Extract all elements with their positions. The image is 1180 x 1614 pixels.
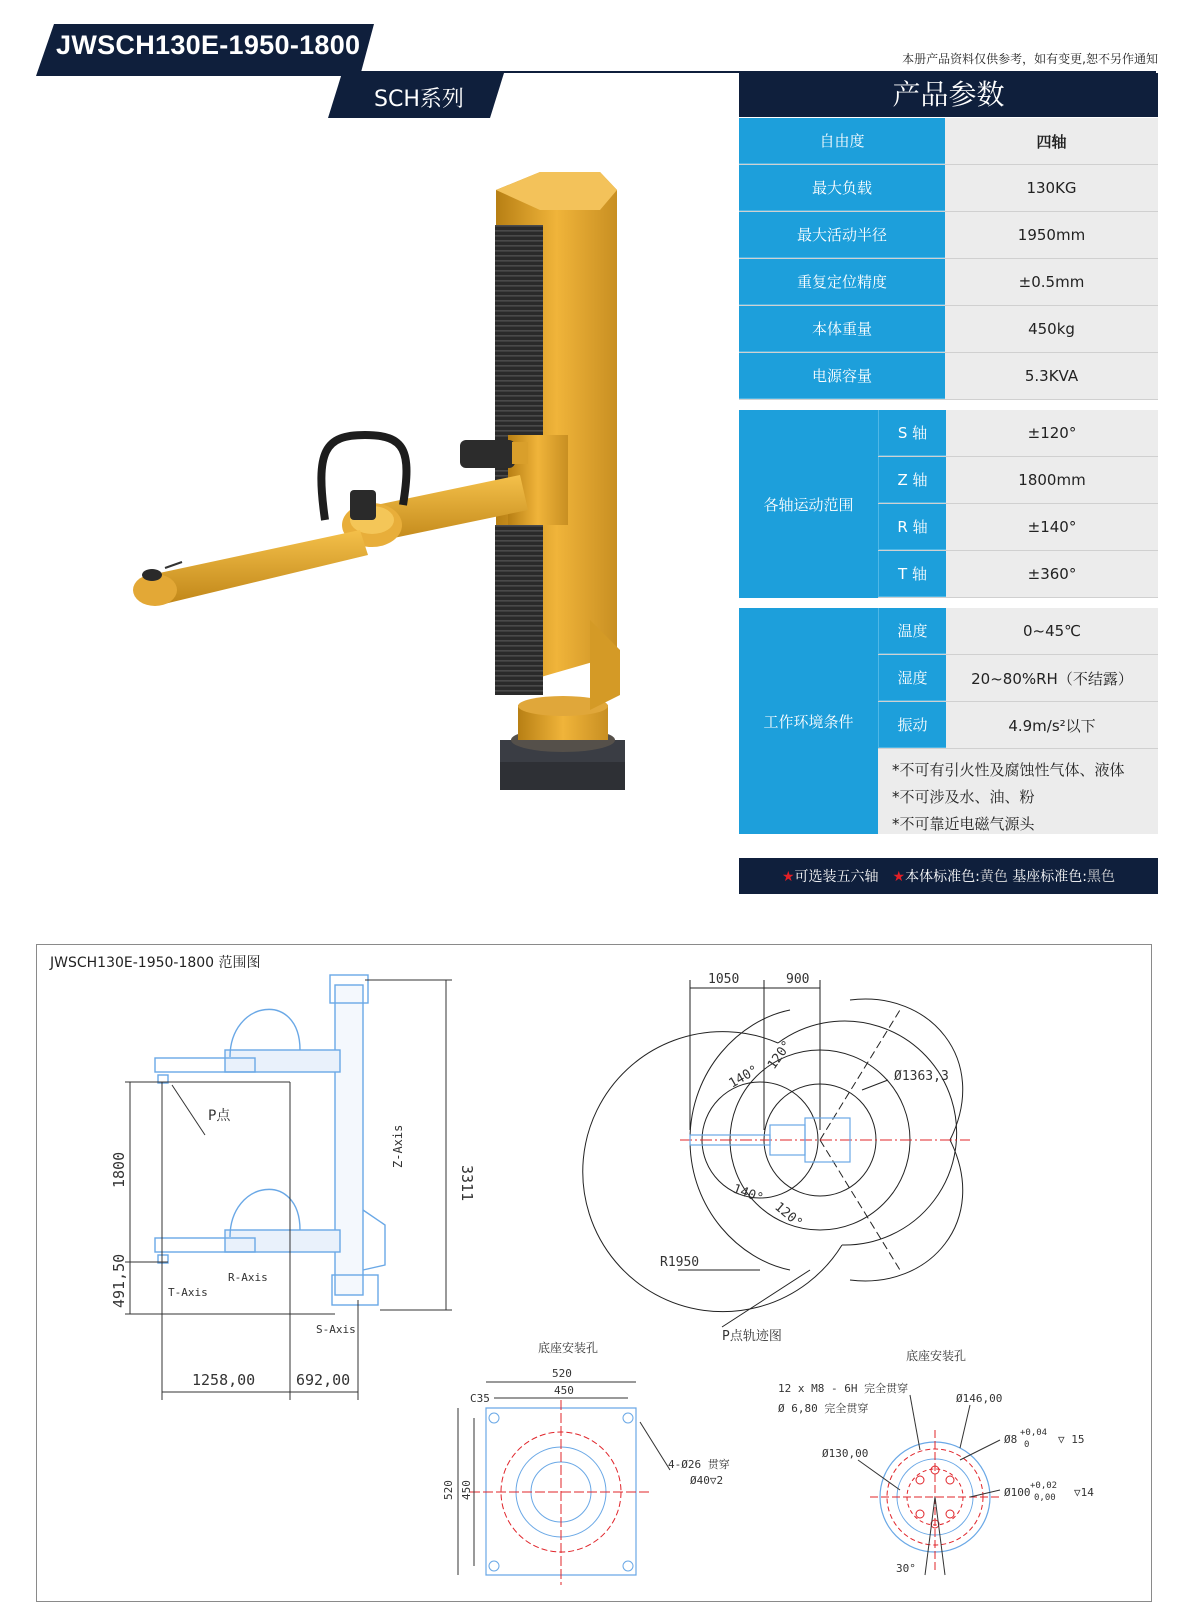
- param-value: 450kg: [945, 306, 1158, 352]
- base2-d100-depth: ▽14: [1074, 1486, 1094, 1499]
- param-label: 电源容量: [739, 353, 945, 399]
- star-icon: ★: [781, 869, 795, 885]
- body-color-value: 黄色: [979, 869, 1008, 885]
- base1-dim-450-v: 450: [460, 1480, 473, 1500]
- env-key: 振动: [878, 702, 946, 748]
- disclaimer: 本册产品资料仅供参考，如有变更,恕不另作通知: [902, 52, 1158, 66]
- dim-491: 491,50: [110, 1253, 128, 1308]
- param-value: ±0.5mm: [945, 259, 1158, 305]
- param-label: 重复定位精度: [739, 259, 945, 305]
- param-value: 1950mm: [945, 212, 1158, 258]
- param-value: 130KG: [945, 165, 1158, 211]
- param-value: 四轴: [945, 118, 1158, 164]
- note-line: *不可有引火性及腐蚀性气体、液体: [892, 761, 1125, 779]
- axis-label: Z 轴: [878, 457, 946, 503]
- base2-d100: Ø100: [1004, 1486, 1031, 1499]
- base2-d8-tol0: 0: [1024, 1440, 1030, 1450]
- p-point-label: P点: [208, 1108, 231, 1124]
- dim-1800: 1800: [110, 1151, 128, 1188]
- params-header: 产品参数: [739, 73, 1158, 117]
- base2-note-2: Ø 6,80 完全贯穿: [778, 1402, 869, 1415]
- base2-d100-tol: +0,02: [1030, 1481, 1058, 1491]
- dim-1050: 1050: [708, 972, 740, 987]
- z-axis-label: Z-Axis: [391, 1124, 405, 1168]
- axis-value: ±140°: [946, 504, 1158, 550]
- side-view: [155, 975, 385, 1305]
- base-color-label: 基座标准色:: [1012, 869, 1087, 885]
- axis-label: S 轴: [878, 410, 946, 456]
- series-label: SCH系列: [374, 87, 464, 112]
- base1-dim-520: 520: [552, 1367, 572, 1380]
- dim-1258: 1258,00: [192, 1371, 256, 1389]
- axis-label: R 轴: [878, 504, 946, 550]
- base-plate-2: [858, 1395, 1000, 1575]
- option-five-six-axis: 可选装五六轴: [794, 869, 879, 885]
- base1-title: 底座安装孔: [538, 1341, 599, 1355]
- param-value: 5.3KVA: [945, 353, 1158, 399]
- r1950-label: R1950: [660, 1255, 700, 1270]
- s-axis-label: S-Axis: [316, 1323, 356, 1336]
- base1-dim-450: 450: [554, 1384, 574, 1397]
- base1-c35: C35: [470, 1392, 490, 1405]
- base1-counterbore: Ø40▽2: [690, 1474, 724, 1487]
- axis-value: 1800mm: [946, 457, 1158, 503]
- dim-900: 900: [786, 972, 810, 987]
- base-plate-1: [458, 1382, 670, 1585]
- axis-value: ±360°: [946, 551, 1158, 597]
- dim-3311: 3311: [458, 1165, 476, 1202]
- param-label: 自由度: [739, 118, 945, 164]
- base-color-value: 黑色: [1087, 869, 1115, 885]
- star-icon: ★: [892, 869, 906, 885]
- dim-692: 692,00: [296, 1371, 351, 1389]
- env-value: 0~45℃: [946, 608, 1158, 654]
- base2-d146: Ø146,00: [956, 1392, 1003, 1405]
- angle-140-bottom: 140°: [730, 1181, 766, 1207]
- r-axis-label: R-Axis: [228, 1271, 268, 1284]
- body-color-label: 本体标准色:: [905, 869, 980, 885]
- axis-range-label: 各轴运动范围: [739, 410, 878, 598]
- side-view-dimensions: [125, 980, 452, 1400]
- angle-140-top: 140°: [726, 1062, 762, 1092]
- base2-d8: Ø8: [1004, 1433, 1018, 1446]
- base1-dim-520-v: 520: [442, 1480, 455, 1500]
- param-label: 本体重量: [739, 306, 945, 352]
- base2-angle-30: 30°: [896, 1562, 916, 1575]
- axis-label: T 轴: [878, 551, 946, 597]
- trajectory-label: P点轨迹图: [722, 1329, 782, 1344]
- base2-d100-tol0: 0,00: [1034, 1493, 1056, 1503]
- param-label: 最大负载: [739, 165, 945, 211]
- base2-d8-tol: +0,04: [1020, 1428, 1048, 1438]
- note-line: *不可靠近电磁气源头: [892, 815, 1035, 833]
- base2-d130: Ø130,00: [822, 1447, 869, 1460]
- top-view: [583, 980, 963, 1327]
- axis-value: ±120°: [946, 410, 1158, 456]
- t-axis-label: T-Axis: [168, 1286, 208, 1299]
- range-diagram-title: JWSCH130E-1950-1800 范围图: [50, 955, 261, 971]
- environment-label: 工作环境条件: [739, 608, 878, 834]
- angle-120-bottom: 120°: [771, 1199, 806, 1232]
- env-key: 温度: [878, 608, 946, 654]
- dia-1363-label: Ø1363,3: [894, 1069, 949, 1084]
- model-title: JWSCH130E-1950-1800: [56, 30, 361, 60]
- env-value: 20~80%RH（不结露）: [946, 655, 1158, 701]
- angle-120-top: 120°: [764, 1038, 796, 1073]
- note-line: *不可涉及水、油、粉: [892, 788, 1035, 806]
- env-value: 4.9m/s²以下: [946, 702, 1158, 748]
- base2-d8-depth: ▽ 15: [1058, 1433, 1085, 1446]
- base1-holes: 4-Ø26 贯穿: [668, 1458, 730, 1471]
- base2-note-1: 12 x M8 - 6H 完全贯穿: [778, 1382, 909, 1395]
- base2-title: 底座安装孔: [906, 1349, 967, 1363]
- param-label: 最大活动半径: [739, 212, 945, 258]
- env-key: 湿度: [878, 655, 946, 701]
